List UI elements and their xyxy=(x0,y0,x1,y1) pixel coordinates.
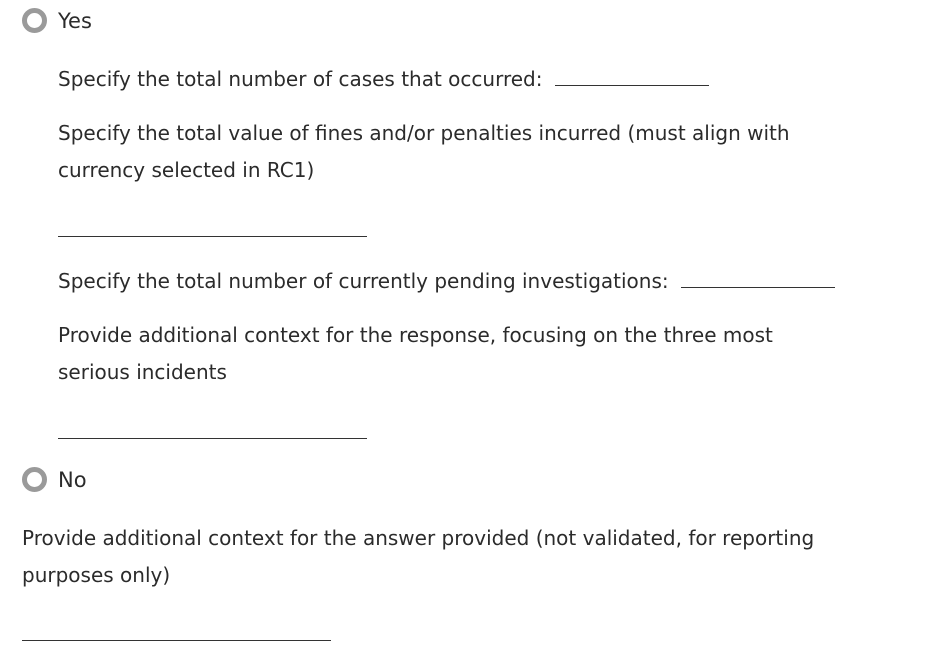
pending-investigations-row xyxy=(58,263,835,300)
pending-investigations-label: Specify the total number of currently pending investigations: xyxy=(58,269,669,293)
answer-context-label-line2: purposes only) xyxy=(22,563,171,587)
answer-context-label xyxy=(22,520,814,594)
radio-button-no[interactable] xyxy=(22,467,47,492)
response-context-field[interactable] xyxy=(58,438,367,439)
cases-count-row xyxy=(58,61,709,98)
pending-investigations-field[interactable] xyxy=(681,286,835,288)
response-context-label-line1: Provide additional context for the response, focusing on the three most xyxy=(58,323,773,347)
radio-button-yes[interactable] xyxy=(22,8,47,33)
radio-label-no: No xyxy=(58,467,87,492)
answer-context-label-line1: Provide additional context for the answer provided (not validated, for reporting xyxy=(22,526,815,550)
fines-value-label-line2: currency selected in RC1) xyxy=(58,158,315,182)
answer-context-field[interactable] xyxy=(22,640,331,641)
radio-option-yes[interactable] xyxy=(22,8,92,33)
cases-count-field[interactable] xyxy=(555,84,709,86)
response-context-label xyxy=(58,317,773,391)
fines-value-label-line1: Specify the total value of fines and/or penalties incurred (must align with xyxy=(58,121,790,145)
radio-label-yes: Yes xyxy=(58,8,92,33)
cases-count-label: Specify the total number of cases that occurred: xyxy=(58,67,543,91)
response-context-label-line2: serious incidents xyxy=(58,360,227,384)
radio-option-no[interactable] xyxy=(22,467,87,492)
fines-value-field[interactable] xyxy=(58,236,367,237)
fines-value-label xyxy=(58,115,790,189)
